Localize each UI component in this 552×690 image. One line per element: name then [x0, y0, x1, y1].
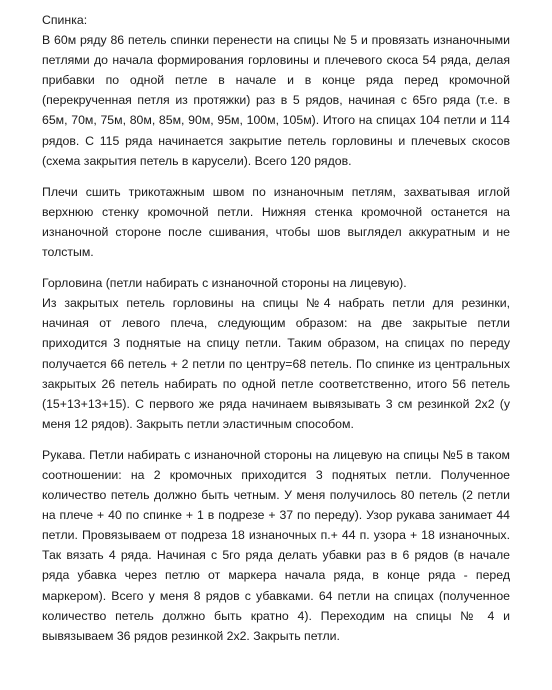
neckline-heading: Горловина (петли набирать с изнаночной стороны на лицевую). [42, 276, 407, 291]
back-paragraph: В 60м ряду 86 петель спинки перенести на спицы № 5 и провязать изнаночными петлями до начала формирования горловины и плечевого скоса 54 ряда, делая прибавки по одной петле в начале и в конце ряда перед кромочной (перекрученная петля из протяжки) раз в 5 рядов, начиная с 65го ряда (т.е. в 65м, 70м, 75м, 80м, 85м, 90м, 95м, 100м, 105м). Итого на спицах 104 петли и 114 рядов. С 115 ряда начинается закрытие петель горловины и плечевых скосов (схема закрытия петель в карусели). Всего 120 рядов. [42, 33, 510, 168]
back-heading: Спинка: [42, 13, 88, 27]
neckline-paragraph: Из закрытых петель горловины на спицы №4 набрать петли для резинки, начиная от левого плеча, следующим образом: на две закрытые петли приходится 3 поднятые на спицу петли. Таким образом, на спицах по переду получается 66 петель + 2 петли по центру=68 петель. По спинке из центральных закрытых 26 петель набирать по одной петле соответственно, итого 56 петель (15+13+13+15). С первого же ряда начинаем вывязывать 3 см резинкой 2х2 (у меня 12 рядов). Закрыть петли эластичным способом. [42, 296, 510, 431]
shoulders-paragraph: Плечи сшить трикотажным швом по изнаночным петлям, захватывая иглой верхнюю стенку кромочной петли. Нижняя стенка кромочной останется на изнаночной стороне после сшивания, чтобы шов выглядел аккуратным и не толстым. [42, 184, 510, 260]
sleeve-paragraph: Рукава. Петли набирать с изнаночной стороны на лицевую на спицы №5 в таком соотношении: на 2 кромочных приходится 3 поднятых петли. Полученное количество петель должно быть четным. У меня получилось 80 петель (2 петли на плече + 40 по спинке + 1 в подрезе + 37 по переду). Узор рукава занимает 44 петли. Провязываем от подреза 18 изнаночных п.+ 44 п. узора + 18 изнаночных. Так вязать 4 ряда. Начиная с 5го ряда делать убавки раз в 6 рядов (в начале ряда убавка через петлю от маркера начала ряда, в конце ряда - перед маркером). Всего у меня 8 рядов с убавками. 64 петли на спицах (полученное количество петель должно быть кратно 4). Переходим на спицы № 4 и вывязываем 36 рядов резинкой 2х2. Закрыть петли. [42, 447, 510, 643]
